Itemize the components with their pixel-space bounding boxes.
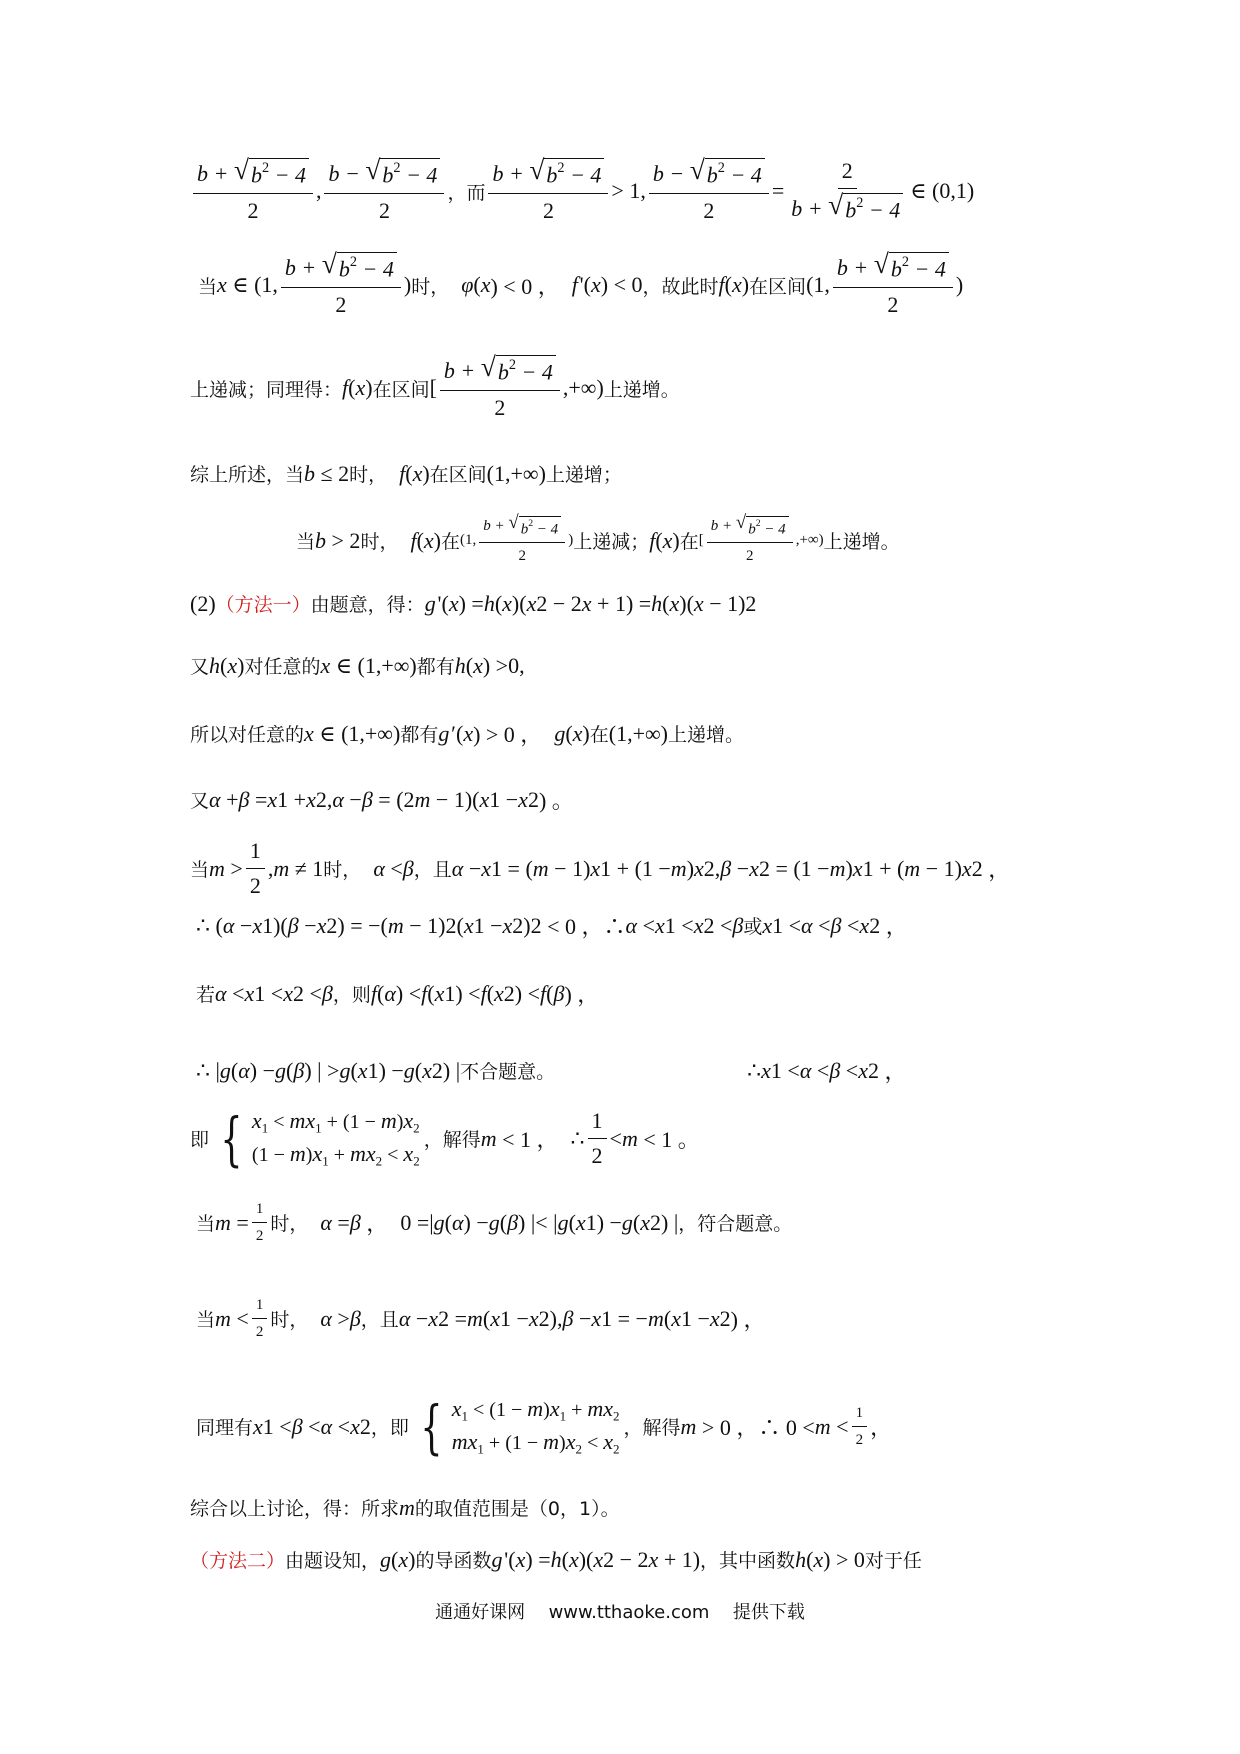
text: 的取值范围是（0，1）。 (414, 1498, 620, 1520)
footer-provide: 提供下载 (732, 1602, 805, 1623)
text: 所以对任意的 (190, 724, 305, 746)
text: 的导函数 (415, 1550, 492, 1572)
text: ，其中函数 (700, 1550, 796, 1572)
text: 上递增。 (823, 531, 900, 554)
formula-root-plus: b + √ $b^2 - 4$ 2 (833, 252, 953, 319)
text: ，且 (360, 1309, 399, 1331)
formula-root-plus: b + √ $b^2 - 4$ 2 (281, 252, 401, 319)
text: 若 (196, 984, 216, 1006)
text: 时， (270, 1213, 309, 1235)
text: ，且 (413, 859, 452, 882)
formula-root-plus: b + √ $b^2 - 4$ 2 (479, 516, 565, 565)
line-roots: b + √ $b^2 - 4$ 2 , b − √ $b^2 - 4$ 2 ，而 b + √ $b^2 - 4$ 2 > 1, b − √ $b^2 - 4$ 2 = 2 b + √ $b^2 - 4$ ∈ (0,1) (190, 158, 974, 225)
part-number: (2) (190, 590, 216, 616)
formula-root-plus: b + √ $b^2 - 4$ 2 (440, 355, 560, 422)
inequality-system: { $x_1 < mx_1 + (1 - m)x_2$ $(1 - m)x_1 + mx_2 < x_2$ (220, 1104, 420, 1173)
formula-half: $\frac{1}{2}$ (588, 1108, 607, 1170)
line-system-two: 同理有 x 1 < β < α < x 2 ，即 { $x_1 < (1 - m)x_1 + mx_2$ $mx_1 + (1 - m)x_2 < x_2$ ，解得 m > 0 ，∴ 0 < m < $\frac{1}{2}$ ， (196, 1392, 893, 1461)
text: 在 (679, 531, 699, 554)
line-h-positive: 又 h ( x ) 对任意的 x ∈ (1,+∞) 都有 h ( x ) >0, (190, 652, 525, 678)
text: 在 (441, 531, 461, 554)
text: 综合以上讨论，得：所求 (190, 1498, 400, 1520)
text: 又 (190, 790, 210, 812)
text: ，则 (332, 984, 371, 1006)
text: 当 (198, 275, 218, 298)
line-decreasing-interval: 当 x ∈ (1, b + √ $b^2 - 4$ 2 ) 时， φ ( x ) < 0 ， f '( x ) < 0 ，故此时 f ( x ) 在区间 (1, b + √ $b^2 - 4$ 2 ) (198, 248, 964, 318)
text: ，故此时 (642, 275, 719, 298)
page-footer (0, 1598, 1240, 1624)
line-summary-b-gt-2: 当 b > 2 时， f ( x ) 在 (1, b + √ $b^2 - 4$ 2 ) 上递减； f ( x ) 在 [ b + √ $b^2 - 4$ 2 ,+∞) 上递增。 (296, 512, 900, 565)
text: 时， (360, 531, 399, 554)
formula-half: $\frac{1}{2}$ (252, 1200, 268, 1245)
text: 时， (411, 275, 450, 298)
formula-root-plus: b + √ $b^2 - 4$ 2 (488, 158, 608, 225)
formula-root-minus: b − √ $b^2 - 4$ 2 (649, 158, 769, 225)
line-if-ordering: 若 α < x 1 < x 2 < β ，则 f ( α ) < f ( x 1 ) < f ( x 2 ) < f ( β ) ， (196, 980, 600, 1007)
text: 上递增； (545, 464, 622, 486)
text: 时， (349, 464, 388, 486)
inequality-system: { $x_1 < (1 - m)x_1 + mx_2$ $mx_1 + (1 - m)x_2 < x_2$ (420, 1392, 620, 1461)
text: 在 (589, 724, 609, 746)
text: 上递减； (573, 531, 650, 554)
text: 在区间 (749, 275, 807, 298)
text: 不合题意。 (460, 1061, 556, 1083)
line-system-one: 即 { $x_1 < mx_1 + (1 - m)x_2$ $(1 - m)x_1 + mx_2 < x_2$ ，解得 m < 1 ， ∴ $\frac{1}{2}$ < m < 1 。 (190, 1104, 700, 1173)
line-case-m-eq-half: 当 m = $\frac{1}{2}$ 时， α = β ， 0 =| g ( α ) − g ( β ) |< | g ( x 1 ) − g ( x 2 ) | ，符合题意。 (196, 1201, 793, 1244)
text: 或 (743, 916, 763, 938)
text: 综上所述，当 (190, 464, 305, 486)
method-label: （方法二） (190, 1550, 286, 1572)
text: 当 (196, 1213, 216, 1235)
text: 上递增。 (603, 378, 680, 401)
line-ordering: ∴ ( α − x 1 )( β − x 2 ) = −( m − 1) 2 ( x 1 − x 2 ) 2 < 0 ，∴ α < x 1 < x 2 < β 或 x 1 < α < β < x 2 ， (196, 912, 908, 939)
text: 即 (190, 1129, 210, 1152)
text: 上递减；同理得： (190, 378, 343, 401)
line-alpha-beta: 又 α + β = x 1 + x 2 , α − β = (2 m − 1)( x 1 − x 2 ) 。 (190, 786, 574, 813)
line-method-one: (2) （方法一） 由题意，得： g '( x ) = h ( x )( x 2 − 2 x + 1) = h ( x )( x − 1) 2 (190, 590, 757, 616)
formula-root-minus: b − √ $b^2 - 4$ 2 (324, 158, 444, 225)
line-case-m-gt-half: 当 m > $\frac{1}{2}$ , m ≠ 1 时， α < β ，且 α − x 1 = ( m − 1) x 1 + (1 − m ) x 2 , β − x 2 = (1 − m ) x 1 + ( m − 1) x 2 ， (190, 838, 1011, 899)
line-increasing-interval: 上递减；同理得： f ( x ) 在区间 [ b + √ $b^2 - 4$ 2 ,+∞) 上递增。 (190, 351, 680, 421)
text: ，解得 (423, 1129, 481, 1152)
line-case-m-lt-half: 当 m < $\frac{1}{2}$ 时， α > β ，且 α − x 2 = m ( x 1 − x 2 ), β − x 1 = − m ( x 1 − x 2 ) ， (196, 1297, 766, 1340)
formula-half: $\frac{1}{2}$ (252, 1296, 268, 1341)
line-summary-b-le-2: 综上所述，当 b ≤ 2 时， f ( x ) 在区间 (1,+∞) 上递增； (190, 460, 622, 486)
text: ，符合题意。 (678, 1213, 793, 1235)
formula-reciprocal: 2 b + √ $b^2 - 4$ (787, 158, 907, 225)
text: ，即 (370, 1417, 409, 1440)
text: ，而 (447, 181, 486, 204)
formula-root-plus: b + √ $b^2 - 4$ 2 (707, 516, 793, 565)
method-label: （方法一） (215, 594, 311, 616)
text: ，解得 (623, 1417, 681, 1440)
text: 在区间 (429, 464, 487, 486)
text: 在区间 (372, 378, 430, 401)
text: 上递增。 (668, 724, 745, 746)
line-method-two: （方法二） 由题设知， g ( x ) 的导函数 g '( x ) = h ( x )( x 2 − 2 x + 1) ，其中函数 h ( x ) > 0 对于任 (190, 1546, 922, 1572)
line-g-increasing: 所以对任意的 x ∈ (1,+∞) 都有 g ′( x ) > 0 ， g ( x ) 在 (1,+∞) 上递增。 (190, 720, 745, 747)
text: 同理有 (196, 1417, 254, 1440)
text: 又 (190, 656, 210, 678)
text: 对任意的 (244, 656, 321, 678)
formula-half: $\frac{1}{2}$ (852, 1404, 868, 1449)
footer-site: 通通好课网 (435, 1602, 526, 1623)
text: 当 (190, 859, 210, 882)
text: 时， (323, 859, 362, 882)
text: 当 (296, 531, 316, 554)
text: 由题设知， (285, 1550, 381, 1572)
text: 都有 (400, 724, 439, 746)
line-conclusion: 综合以上讨论，得：所求 m 的取值范围是（0，1）。 (190, 1494, 620, 1520)
text: 当 (196, 1309, 216, 1331)
formula-root-plus: b + √ $b^2 - 4$ 2 (193, 158, 313, 225)
text: 对于任 (864, 1550, 922, 1572)
text: 都有 (416, 656, 455, 678)
line-not-fit: ∴ | g ( α ) − g ( β ) | > g ( x 1 ) − g ( x 2 ) | 不合题意。 ∴ x 1 < α < β < x 2 ， (196, 1057, 907, 1084)
text: 时， (270, 1309, 309, 1331)
footer-url-link[interactable]: www.tthaoke.com (548, 1602, 710, 1623)
text: 由题意，得： (310, 594, 425, 616)
formula-half: $\frac{1}{2}$ (246, 838, 265, 900)
